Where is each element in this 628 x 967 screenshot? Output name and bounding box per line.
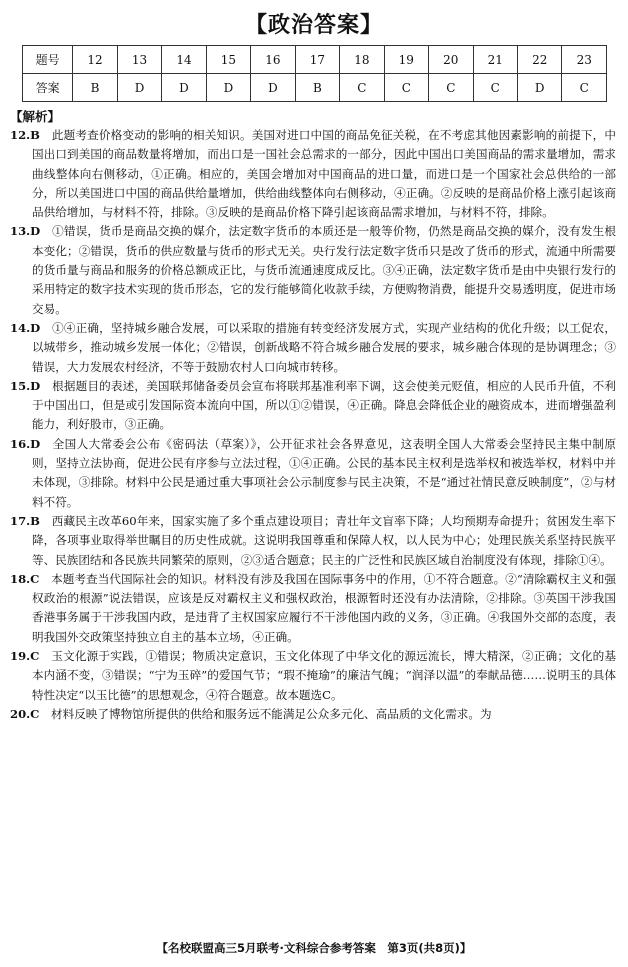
question-number: 23: [562, 46, 607, 74]
answer-cell: B: [73, 74, 117, 102]
item-text: 此题考查价格变动的影响的相关知识。美国对进口中国的商品免征关税，在不考虑其他因素影响的前提下，中国出口到美国的商品数量将增加，而出口是一国社会总需求的一部分，因此中国出口美国商品的需求量增加，需求曲线整体向右侧移动，①正确。相应的，美国会增加对中国商品的进口量，而进口是一个国家社会总供给的一部分，所以美国进口中国的商品供给量增加，供给曲线整体向右侧移动，④正确。②反映的是商品价格上涨引起该商品供给增加，与材料不符，排除。③反映的是商品价格下降引起该商品需求增加，与材料不符，排除。: [32, 128, 616, 220]
page-title: 【政治答案】: [244, 13, 383, 38]
question-number: 17: [295, 46, 339, 74]
question-number: 20: [429, 46, 473, 74]
analysis-item: [10, 377, 616, 435]
analysis-item: [10, 512, 616, 570]
question-number: 18: [340, 46, 384, 74]
analysis-content: [10, 126, 616, 724]
item-number: 16.D: [10, 436, 41, 451]
item-number: 14.D: [10, 320, 41, 335]
answer-row: [23, 74, 607, 102]
analysis-item: [10, 570, 616, 647]
answer-table: [22, 45, 607, 102]
analysis-item: [10, 126, 616, 222]
item-number: 15.D: [10, 378, 41, 393]
answer-row-label: 答案: [23, 74, 73, 102]
answer-cell: D: [162, 74, 206, 102]
item-number: 19.C: [10, 649, 40, 664]
analysis-item: [10, 319, 616, 377]
question-number: 21: [473, 46, 517, 74]
number-row: [23, 46, 607, 74]
item-text: 玉文化源于实践，①错误；物质决定意识，玉文化体现了中华文化的源远流长，博大精深，②正确；文化的基本内涵不变，③错误；“宁为玉碎”的爱国气节；“瑕不掩瑜”的廉洁气魄；“润泽以温”的奉献品德……说明玉的具体特性决定“以玉比德”的思想观念，④符合题意。故本题选C。: [32, 649, 616, 702]
answer-cell: C: [340, 74, 384, 102]
item-text: 全国人大常委会公布《密码法（草案）》，公开征求社会各界意见，这表明全国人大常委会坚持民主集中制原则，坚持立法协商，促进公民有序参与立法过程，①④正确。公民的基本民主权利是选举权和被选举权，材料中并未体现，③排除。材料中公民是通过重大事项社会公示制度参与民主决策，不是“通过社情民意反映制度”，②与材料不符。: [32, 436, 616, 509]
item-text: ①④正确，坚持城乡融合发展，可以采取的措施有转变经济发展方式，实现产业结构的优化升级；以工促农，以城带乡，推动城乡发展一体化；②错误，创新战略不符合城乡融合发展的要求，城乡融合体现的是协调理念；③错误，大力发展农村经济，不等于鼓励农村人口向城市转移。: [32, 320, 616, 374]
item-number: 17.B: [10, 513, 40, 528]
analysis-heading: 【解析】: [10, 109, 61, 124]
question-number: 12: [73, 46, 117, 74]
answer-cell: D: [206, 74, 250, 102]
item-number: 20.C: [10, 706, 40, 721]
answer-cell: C: [562, 74, 607, 102]
analysis-item: [10, 705, 616, 724]
question-number: 13: [117, 46, 161, 74]
item-number: 13.D: [10, 224, 41, 239]
item-text: 材料反映了博物馆所提供的供给和服务远不能满足公众多元化、高品质的文化需求。为: [51, 706, 492, 721]
answer-cell: D: [251, 74, 295, 102]
question-number: 15: [206, 46, 250, 74]
answer-cell: B: [295, 74, 339, 102]
question-number: 22: [517, 46, 561, 74]
item-text: 西藏民主改革60年来，国家实施了多个重点建设项目；青壮年文盲率下降；人均预期寿命提升；贫困发生率下降，各项事业取得举世瞩目的历史性成就。这说明我国尊重和保障人权，以人民为中心；处理民族关系坚持民族平等、民族团结和各民族共同繁荣的原则，②③适合题意；民主的广泛性和民族区域自治制度没有体现，排除①④。: [32, 513, 616, 567]
analysis-item: [10, 222, 616, 318]
question-number: 19: [384, 46, 428, 74]
answer-cell: D: [517, 74, 561, 102]
page-footer: 【名校联盟高三5月联考·文科综合参考答案 第3页(共8页)】: [156, 941, 472, 955]
item-text: 根据题目的表述，美国联邦储备委员会宣布将联邦基准利率下调，这会使美元贬值，相应的人民币升值，不利于中国出口，但是或引发国际资本流向中国，所以①②错误，④正确。降息会降低企业的融资成本，进而增强盈利能力，利好股市，③正确。: [32, 378, 616, 432]
answer-cell: C: [473, 74, 517, 102]
answer-cell: C: [429, 74, 473, 102]
item-text: ①错误，货币是商品交换的媒介，法定数字货币的本质还是一般等价物，仍然是商品交换的媒介，没有发生根本变化；②错误，货币的供应数量与货币的形式无关。央行发行法定数字货币只是改了货币的形式，流通中所需要的货币量与商品和服务的价格总额成正比，与货币流通速度成反比。③④正确，法定数字货币是由中央银行发行的采用特定的数字技术实现的货币形态，它的发行能够简化收款手续，方便购物消费，能提升交易透明度，促进市场交易。: [32, 224, 616, 316]
answer-cell: D: [117, 74, 161, 102]
question-number: 16: [251, 46, 295, 74]
item-number: 18.C: [10, 571, 40, 586]
question-number: 14: [162, 46, 206, 74]
analysis-item: [10, 647, 616, 705]
item-text: 本题考查当代国际社会的知识。材料没有涉及我国在国际事务中的作用，①不符合题意。②“清除霸权主义和强权政治的根源”说法错误，应该是反对霸权主义和强权政治，根源暂时还没有办法清除，②排除。③英国干涉我国香港事务属于干涉我国内政，是违背了主权国家应履行不干涉他国内政的义务，③正确。④我国外交部的态度，表明我国外交政策坚持独立自主的基本立场，④正确。: [32, 571, 616, 644]
analysis-item: [10, 435, 616, 512]
answer-cell: C: [384, 74, 428, 102]
number-row-label: 题号: [23, 46, 73, 74]
item-number: 12.B: [10, 128, 40, 142]
